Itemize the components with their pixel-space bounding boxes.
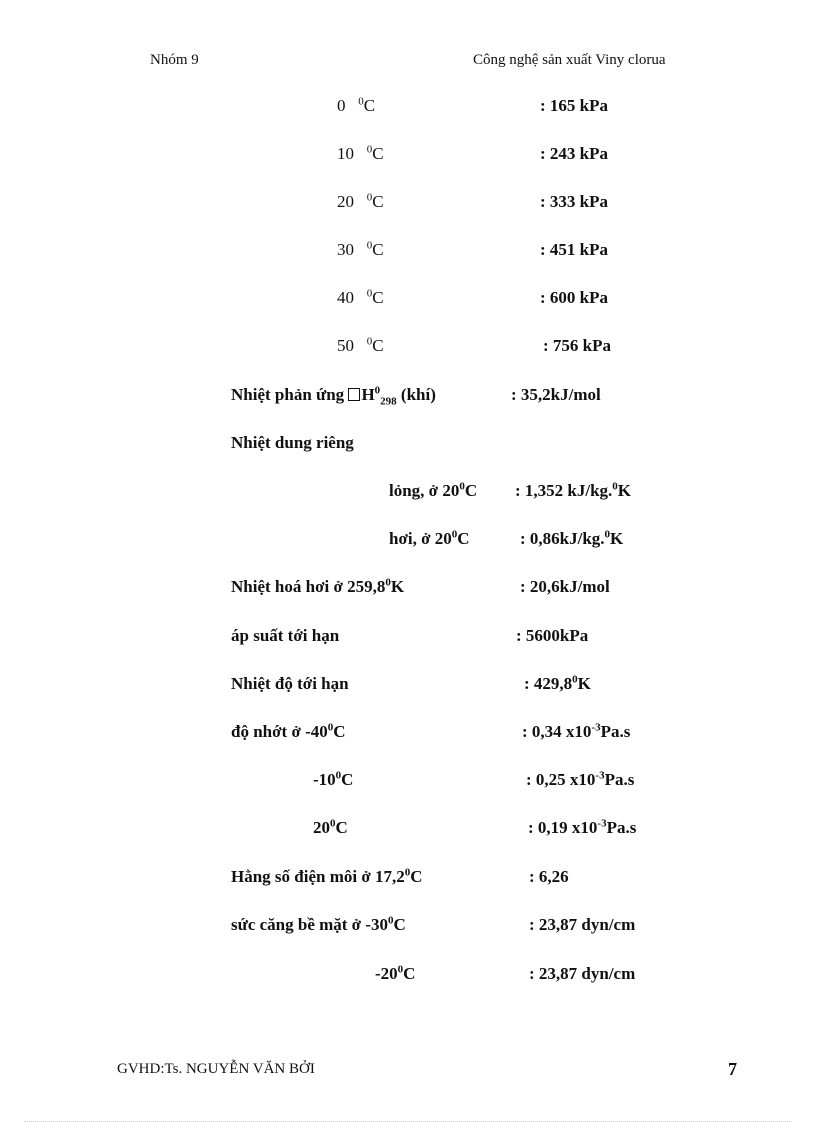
pressure-row-temp: 10 $^0$C	[337, 143, 384, 163]
header-document-title: Công nghệ sản xuất Viny clorua	[473, 52, 666, 68]
footer-instructor: GVHD:Ts. NGUYỄN VĂN BỞI	[117, 1061, 315, 1077]
viscosity-value: : 0,25 $x10^{-3}Pa.s$	[526, 769, 635, 789]
viscosity-value: : 0,34 $x10^{-3}Pa.s$	[522, 721, 631, 741]
specific-heat-liquid-label: lỏng, ở $20^0C$	[389, 480, 478, 500]
viscosity-label: $20^0C$	[313, 817, 348, 837]
reaction-heat-value: : 35,2kJ/mol	[511, 385, 601, 404]
surface-tension-value: : 23,87 dyn/cm	[529, 915, 636, 934]
delta-symbol-icon	[348, 388, 360, 401]
viscosity-label: $-10^0C$	[313, 769, 354, 789]
reaction-heat-label: Nhiệt phản ứng $H^0_{298}$ (khí)	[231, 384, 436, 408]
pressure-row-temp: 40 $^0$C	[337, 287, 384, 307]
page-number: 7	[728, 1059, 737, 1079]
vaporization-heat-value: : 20,6kJ/mol	[520, 577, 610, 596]
viscosity-value: : 0,19 $x10^{-3}Pa.s$	[528, 817, 637, 837]
header-group-label: Nhóm 9	[150, 52, 199, 68]
pressure-row-value: : 600 kPa	[540, 288, 608, 307]
pressure-row-value: : 243 kPa	[540, 144, 608, 163]
dielectric-label: Hằng số điện môi ở 17,2$^0$C	[231, 866, 423, 886]
specific-heat-vapor-value: : 0,86kJ/kg.$^0$K	[520, 528, 624, 548]
surface-tension-label: sức căng bề mặt ở $-30^0C$	[231, 914, 406, 934]
pressure-row-value: : 756 kPa	[543, 336, 611, 355]
specific-heat-label: Nhiệt dung riêng	[231, 433, 354, 452]
surface-tension-value: : 23,87 dyn/cm	[529, 964, 636, 983]
pressure-row-value: : 165 kPa	[540, 96, 608, 115]
pressure-row-temp: 30 $^0$C	[337, 239, 384, 259]
pressure-row-temp: 20 $^0$C	[337, 191, 384, 211]
pressure-row-temp: 50 $^0$C	[337, 335, 384, 355]
dielectric-value: : 6,26	[529, 867, 569, 886]
critical-temperature-value: : 429,8$^0$K	[524, 673, 591, 693]
page-bottom-divider	[24, 1121, 792, 1122]
vaporization-heat-label: Nhiệt hoá hơi ở 259,8$^0$K	[231, 576, 405, 596]
pressure-row-value: : 333 kPa	[540, 192, 608, 211]
pressure-row-value: : 451 kPa	[540, 240, 608, 259]
surface-tension-label: $-20^0C$	[375, 963, 416, 983]
pressure-row-temp: 0 $^0$C	[337, 95, 376, 115]
critical-pressure-value: : 5600kPa	[516, 626, 589, 645]
specific-heat-liquid-value: : 1,352 kJ/kg.$^0$K	[515, 480, 632, 500]
specific-heat-vapor-label: hơi, ở $20^0C$	[389, 528, 470, 548]
viscosity-label: độ nhớt ở $-40^0C$	[231, 721, 346, 741]
critical-pressure-label: áp suất tới hạn	[231, 626, 340, 645]
critical-temperature-label: Nhiệt độ tới hạn	[231, 674, 349, 693]
